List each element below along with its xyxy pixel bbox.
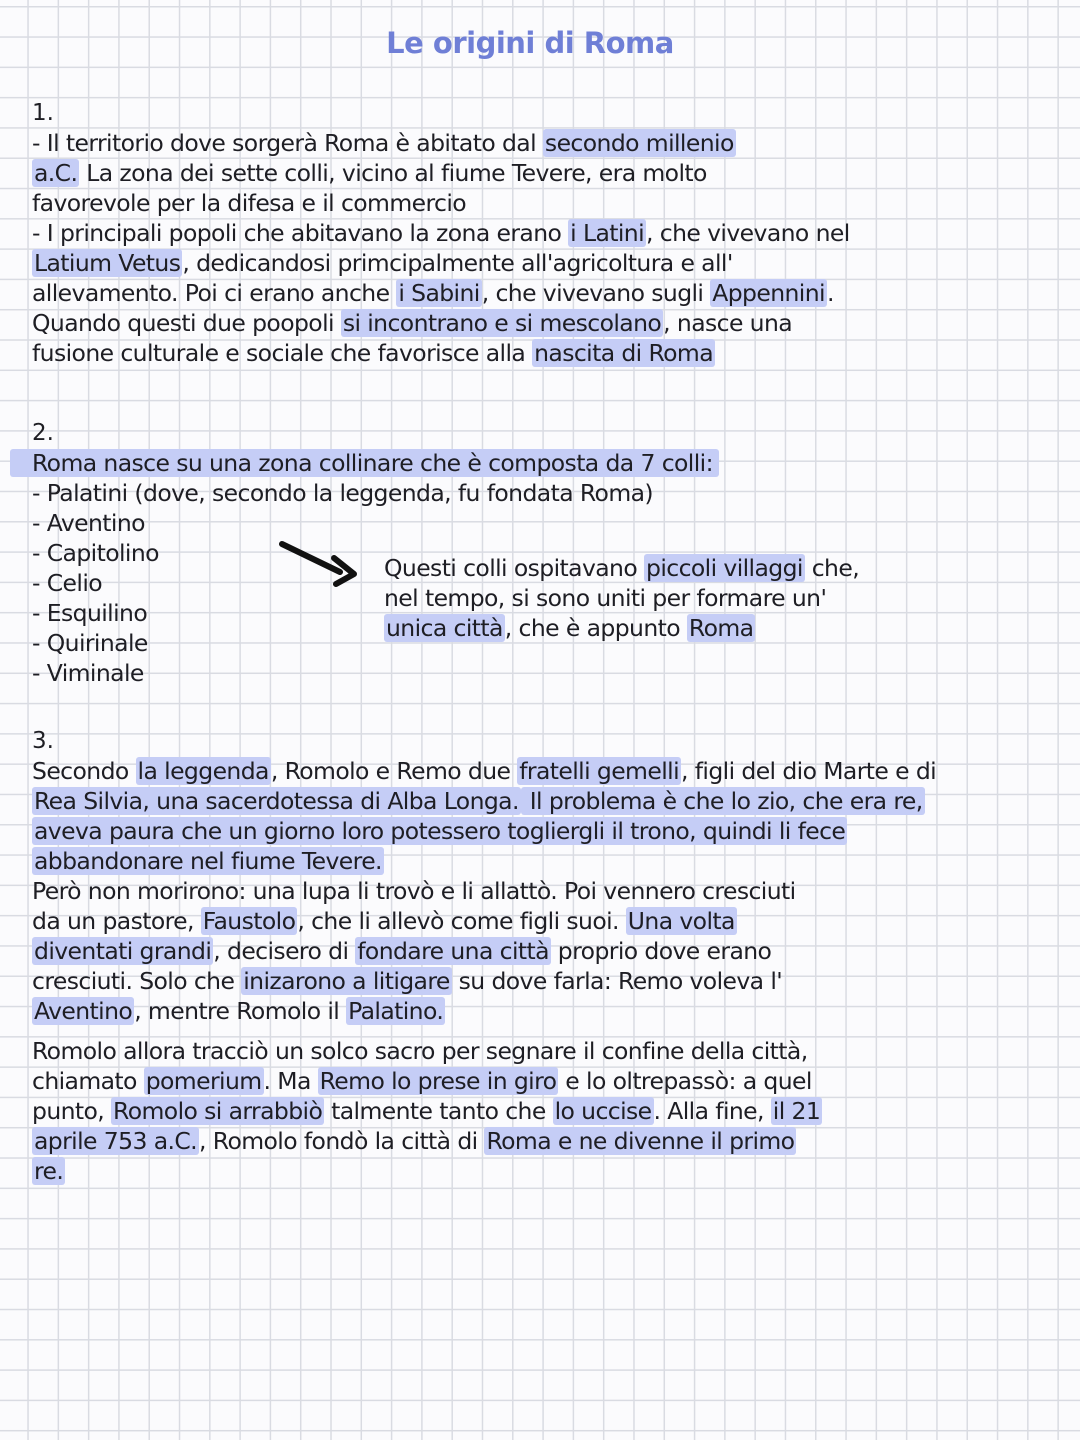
hills-block [32,478,1062,688]
text: , Romolo e Remo due [270,757,518,785]
hill-item: - Viminale [32,659,144,687]
paragraph-gap [32,1026,1062,1036]
text-line [32,158,1062,188]
text-line [32,1096,1062,1126]
section-2 [32,418,1062,688]
text-line [32,128,1062,158]
highlight: diventati grandi [34,937,212,965]
text: allevamento. Poi ci erano anche [32,279,397,307]
highlight: pomerium [145,1067,262,1095]
hill-item: - Celio [32,569,103,597]
highlight: Una volta [627,907,735,935]
text: chiamato [32,1067,144,1095]
text-line [32,816,1062,846]
highlight: fondare una città [357,937,549,965]
text-line [32,966,1062,996]
text-line [32,936,1062,966]
highlight: Il problema è che lo zio, che era re, [522,787,923,815]
highlight: Palatino. [348,997,444,1025]
highlight: Roma [688,614,754,642]
text: punto, [32,1097,112,1125]
highlight: Remo lo prese in giro [319,1067,557,1095]
text: , che vivevano sugli [481,279,711,307]
highlight: unica città [386,614,503,642]
text-line [384,583,944,613]
highlight: Aventino [34,997,133,1025]
text-line [32,1126,1062,1156]
text-line [32,1066,1062,1096]
text: cresciuti. Solo che [32,967,242,995]
highlight: Appennini [712,279,825,307]
text-line [32,188,1062,218]
highlight: inizarono a litigare [243,967,450,995]
text-line [32,846,1062,876]
highlight: aprile 753 a.C. [34,1127,198,1155]
text: La zona dei sette colli, vicino al fiume Tevere, era molto [79,159,707,187]
highlight: fratelli gemelli [519,757,679,785]
highlight: i Sabini [398,279,480,307]
text-line [32,756,1062,786]
text: . Alla fine, [653,1097,771,1125]
text-line [32,218,1062,248]
text-line [32,906,1062,936]
text: Romolo allora tracciò un solco sacro per segnare il confine della città, [32,1037,808,1065]
text: , Romolo fondò la città di [199,1127,485,1155]
text-line [32,996,1062,1026]
text-line [384,613,944,643]
highlight: la leggenda [137,757,269,785]
highlight: re. [34,1157,64,1185]
text: proprio dove erano [550,937,772,965]
section-1 [32,98,1062,368]
highlight: secondo millenio [544,129,734,157]
hill-item: - Aventino [32,509,145,537]
text-line [384,553,944,583]
text: su dove farla: Remo voleva l' [451,967,783,995]
text: - Il territorio dove sorgerà Roma è abitato dal [32,129,543,157]
highlight: Latium Vetus [34,249,181,277]
text-line [32,786,1062,816]
text: Secondo [32,757,136,785]
text: Questi colli ospitavano [384,554,644,582]
text-line [32,338,1062,368]
text: fusione culturale e sociale che favorisce alla [32,339,533,367]
text: , nasce una [663,309,793,337]
arrow-right-icon [278,538,362,590]
section-3 [32,726,1062,1186]
text: Però non morirono: una lupa li trovò e li allattò. Poi vennero cresciuti [32,877,796,905]
text: , mentre Romolo il [134,997,347,1025]
text: , figli del dio Marte e di [681,757,937,785]
highlight: nascita di Roma [534,339,714,367]
highlight: aveva paura che un giorno loro potessero togliergli il trono, quindi li fece [34,817,846,845]
text: favorevole per la difesa e il commercio [32,189,467,217]
highlight: Rea Silvia, una sacerdotessa di Alba Longa. [34,787,519,815]
text: talmente tanto che [324,1097,553,1125]
highlight: a.C. [34,159,78,187]
section-number: 2. [32,420,54,446]
text: che, [804,554,860,582]
highlight: i Latini [570,219,645,247]
highlight: lo uccise [554,1097,652,1125]
highlight: il 21 [772,1097,821,1125]
highlight: Romolo si arrabbiò [113,1097,323,1125]
highlight: si incontrano e si mescolano [342,309,662,337]
text: e lo oltrepassò: a quel [558,1067,812,1095]
text-line [32,248,1062,278]
page-title: Le origini di Roma [386,26,674,60]
text: , che vivevano nel [646,219,850,247]
text: . [826,279,834,307]
text: , decisero di [213,937,356,965]
text: . Ma [263,1067,318,1095]
section-number: 3. [32,728,54,754]
section-number: 1. [32,100,54,126]
hill-item: - Esquilino [32,599,148,627]
text: da un pastore, [32,907,201,935]
highlight: Roma nasce su una zona collinare che è composta da 7 colli: [10,449,719,477]
highlight: Faustolo [202,907,296,935]
hill-item: - Quirinale [32,629,148,657]
highlight: abbandonare nel fiume Tevere. [34,847,382,875]
hills-note [384,553,944,643]
highlight: Roma e ne divenne il primo [486,1127,795,1155]
text: Quando questi due poopoli [32,309,341,337]
text-line [32,1156,1062,1186]
text-line [32,1036,1062,1066]
text: , che è appunto [504,614,687,642]
section-intro [32,448,1062,478]
text-line [32,308,1062,338]
text: , che li allevò come figli suoi. [297,907,626,935]
hill-item: - Capitolino [32,539,159,567]
text: nel tempo, si sono uniti per formare un' [384,584,827,612]
text-line [32,876,1062,906]
text: - I principali popoli che abitavano la zona erano [32,219,569,247]
text-line [32,278,1062,308]
highlight: piccoli villaggi [646,554,803,582]
text: , dedicandosi primcipalmente all'agricoltura e all' [182,249,733,277]
hill-item: - Palatini (dove, secondo la leggenda, fu fondata Roma) [32,479,653,507]
